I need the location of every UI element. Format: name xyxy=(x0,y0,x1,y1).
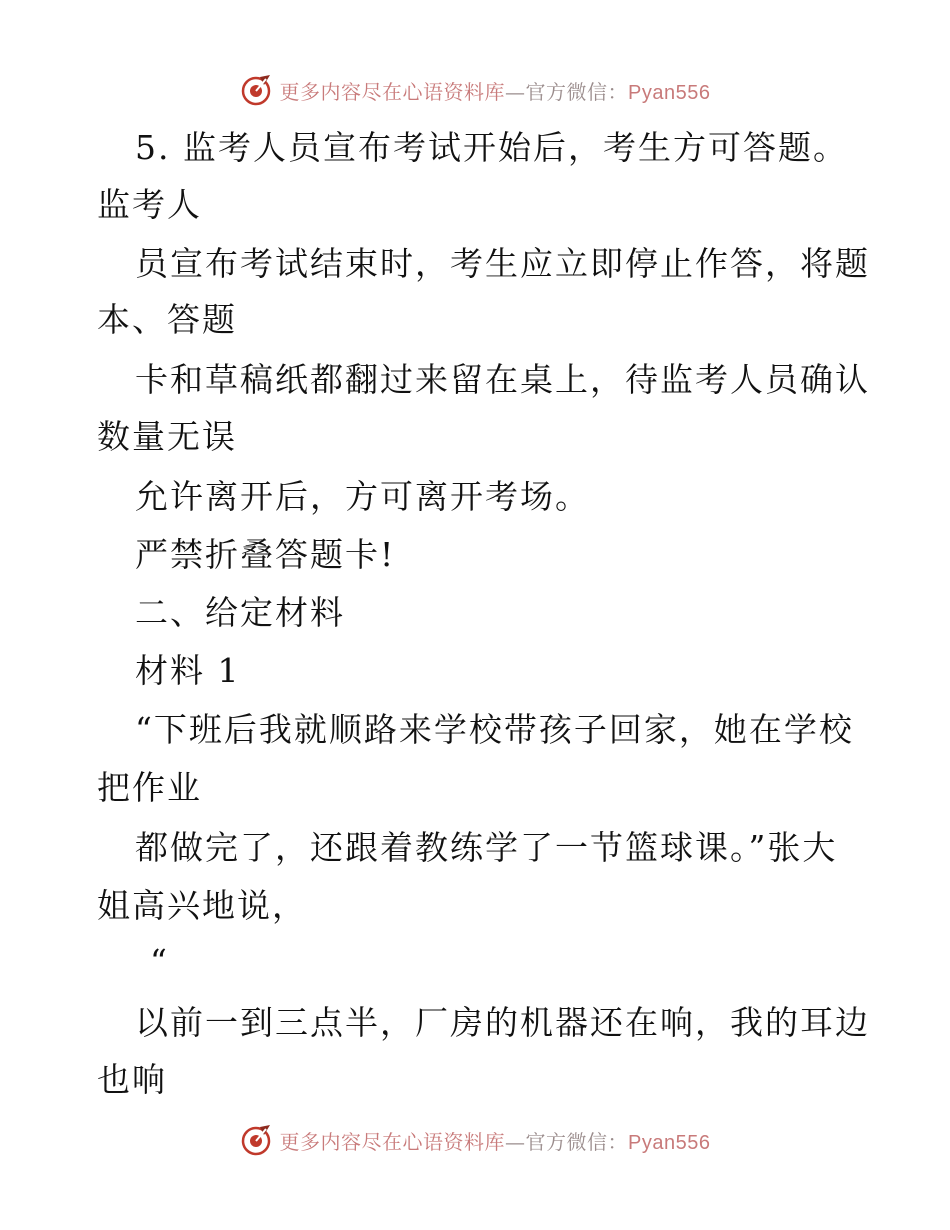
section-heading: 二、给定材料 xyxy=(135,593,345,632)
text-line: 员宣布考试结束时，考生应立即停止作答，将题 xyxy=(135,244,870,283)
text-line: 把作业 xyxy=(97,768,202,807)
text-line: 也响 xyxy=(97,1060,167,1099)
material-heading: 材料 1 xyxy=(135,651,241,690)
text-line: 监考人 xyxy=(97,185,202,224)
text-line: 以前一到三点半，厂房的机器还在响，我的耳边 xyxy=(135,1003,870,1042)
header-watermark xyxy=(0,70,950,110)
text-line: 严禁折叠答题卡! xyxy=(135,535,396,574)
watermark-separator: —官方微信： xyxy=(505,79,629,104)
text-line: 本、答题 xyxy=(97,300,237,339)
footer-watermark xyxy=(0,1120,950,1160)
pen-logo-icon xyxy=(240,1123,274,1157)
text-line: 姐高兴地说， xyxy=(97,886,307,925)
text-line: 都做完了，还跟着教练学了一节篮球课。”张大 xyxy=(135,828,838,867)
text-line: 数量无误 xyxy=(97,417,237,456)
watermark-id: Pyan556 xyxy=(628,81,711,104)
watermark-main-text: 更多内容尽在心语资料库 xyxy=(279,79,506,104)
text-line: “ xyxy=(150,942,169,981)
text-line: 卡和草稿纸都翻过来留在桌上，待监考人员确认 xyxy=(135,360,870,399)
pen-logo-icon xyxy=(240,73,274,107)
text-line: 允许离开后，方可离开考场。 xyxy=(135,477,590,516)
watermark-separator: —官方微信： xyxy=(505,1129,629,1154)
text-line: “下班后我就顺路来学校带孩子回家，她在学校 xyxy=(135,710,854,749)
watermark-id: Pyan556 xyxy=(628,1131,711,1154)
watermark-main-text: 更多内容尽在心语资料库 xyxy=(279,1129,506,1154)
text-line: 5. 监考人员宣布考试开始后，考生方可答题。 xyxy=(135,128,848,167)
